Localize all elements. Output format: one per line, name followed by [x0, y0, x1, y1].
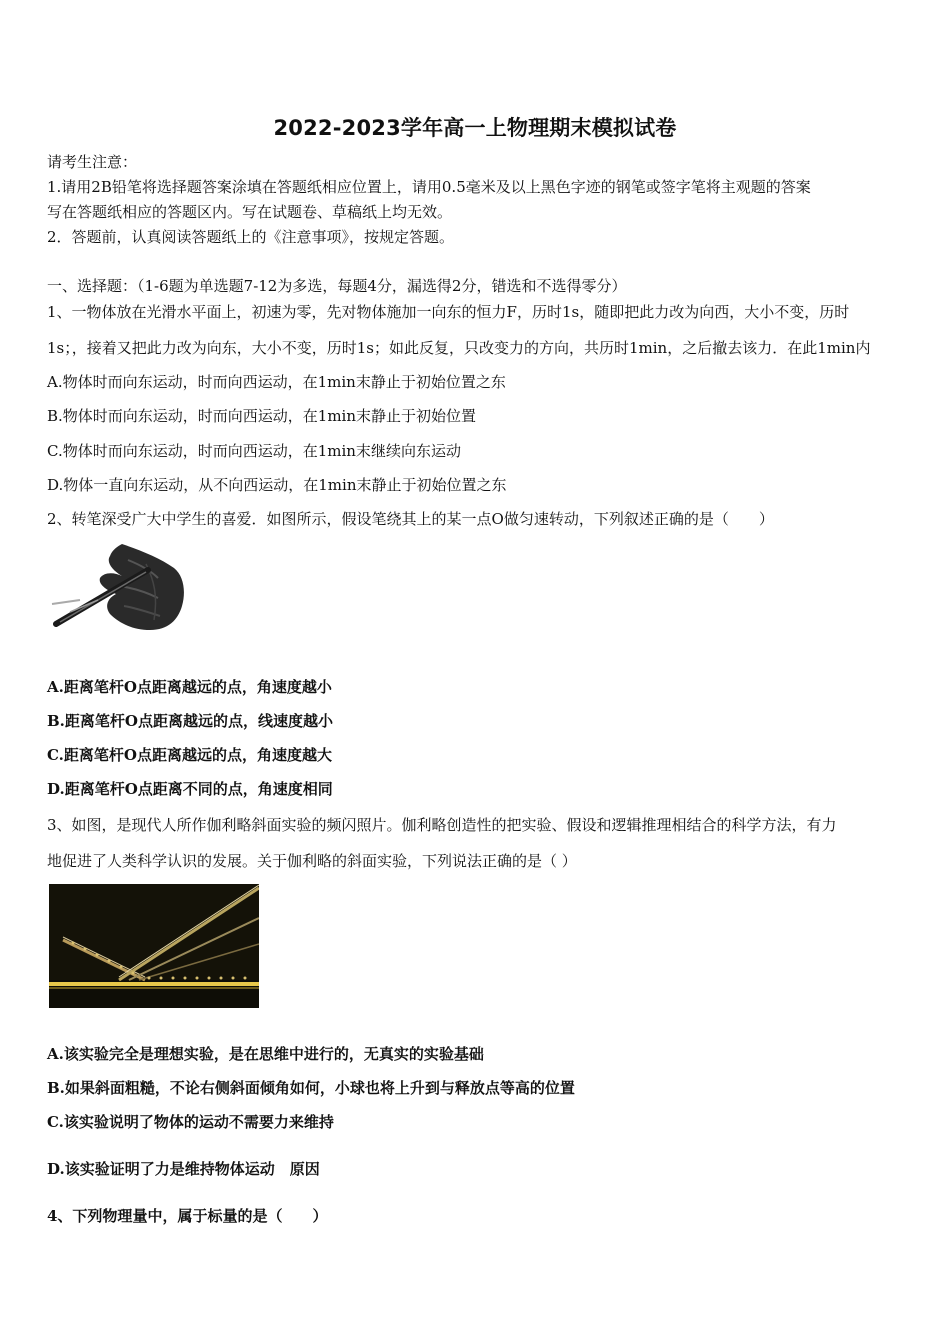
q3-option-a: A.该实验完全是理想实验，是在思维中进行的，无真实的实验基础 [47, 1045, 484, 1063]
notice-heading: 请考生注意： [47, 153, 138, 171]
q1-option-b: B.物体时而向东运动，时而向西运动，在1min末静止于初始位置 [47, 407, 477, 425]
q3-option-c: C.该实验说明了物体的运动不需要力来维持 [47, 1113, 334, 1131]
q3-stem-line-2: 地促进了人类科学认识的发展。关于伽利略的斜面实验，下列说法正确的是（ ） [47, 852, 577, 870]
q2-option-b: B.距离笔杆O点距离越远的点，线速度越小 [47, 712, 333, 730]
inclined-plane-strobe-photo [49, 884, 259, 1008]
q2-option-d: D.距离笔杆O点距离不同的点，角速度相同 [47, 780, 333, 798]
q2-option-a: A.距离笔杆O点距离越远的点，角速度越小 [47, 678, 332, 696]
notice-item-2: 2．答题前，认真阅读答题纸上的《注意事项》，按规定答题。 [47, 228, 455, 246]
q1-stem-line-1: 1、一物体放在光滑水平面上，初速为零，先对物体施加一向东的恒力F，历时1s，随即把此力改为向西，大小不变，历时 [47, 303, 850, 321]
q3-option-d: D.该实验证明了力是维持物体运动 原因 [47, 1160, 320, 1178]
q1-option-a: A.物体时而向东运动，时而向西运动，在1min末静止于初始位置之东 [47, 373, 506, 391]
q1-option-c: C.物体时而向东运动，时而向西运动，在1min末继续向东运动 [47, 442, 461, 460]
q2-stem: 2、转笔深受广大中学生的喜爱．如图所示，假设笔绕其上的某一点O做匀速转动，下列叙述正确的是（ ） [47, 510, 774, 528]
pen-spinning-hand-image [50, 540, 188, 632]
q2-option-c: C.距离笔杆O点距离越远的点，角速度越大 [47, 746, 332, 764]
q4-stem: 4、下列物理量中，属于标量的是（ ） [47, 1207, 328, 1225]
q3-stem-line-1: 3、如图，是现代人所作伽利略斜面实验的频闪照片。伽利略创造性的把实验、假设和逻辑推理相结合的科学方法，有力 [47, 816, 837, 834]
section-heading: 一、选择题：（1-6题为单选题7-12为多选，每题4分，漏选得2分，错选和不选得零分） [47, 277, 627, 295]
q1-option-d: D.物体一直向东运动，从不向西运动，在1min末静止于初始位置之东 [47, 476, 507, 494]
page-title: 2022-2023学年高一上物理期末模拟试卷 [273, 116, 677, 140]
q1-stem-line-2: 1s；，接着又把此力改为向东，大小不变，历时1s；如此反复，只改变力的方向，共历时1min，之后撤去该力．在此1min内 [47, 339, 871, 357]
notice-item-1-line-2: 写在答题纸相应的答题区内。写在试题卷、草稿纸上均无效。 [47, 203, 453, 221]
notice-item-1-line-1: 1.请用2B铅笔将选择题答案涂填在答题纸相应位置上，请用0.5毫米及以上黑色字迹的钢笔或签字笔将主观题的答案 [47, 178, 811, 196]
q3-option-b: B.如果斜面粗糙，不论右侧斜面倾角如何，小球也将上升到与释放点等高的位置 [47, 1079, 575, 1097]
